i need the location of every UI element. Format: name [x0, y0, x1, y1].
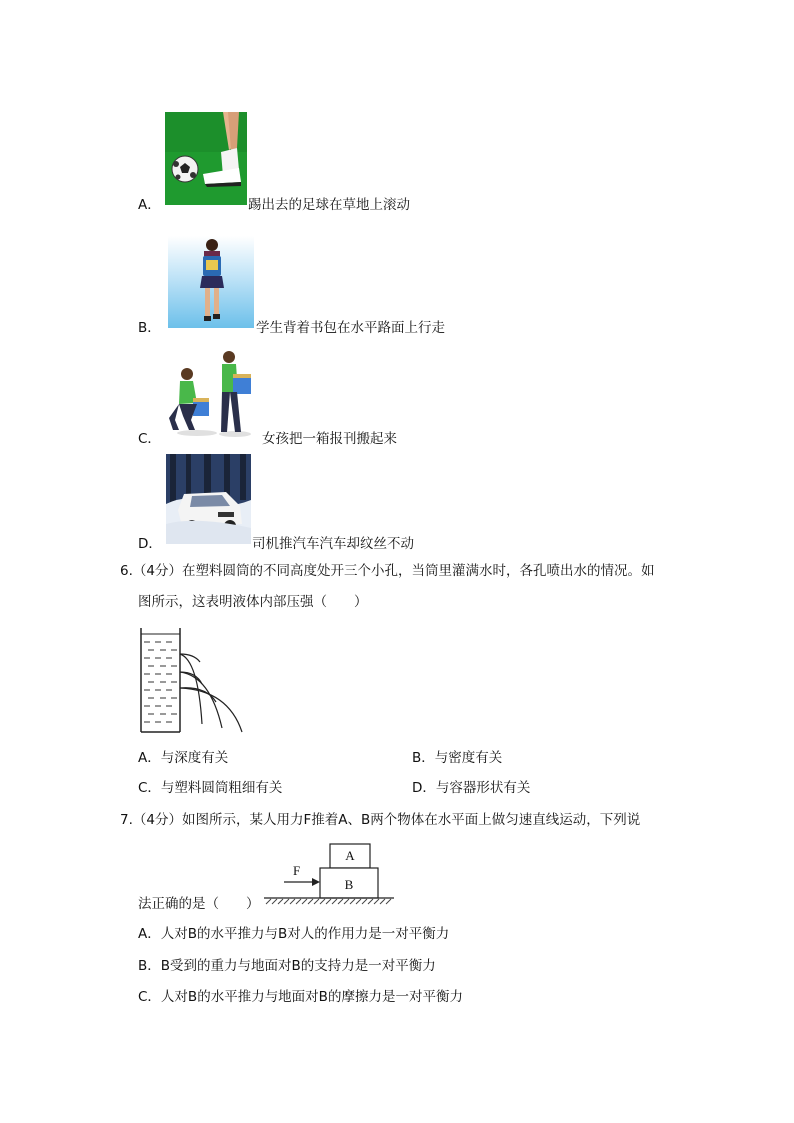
question-7-option-a: A．人对B的水平推力与B对人的作用力是一对平衡力	[138, 926, 450, 942]
soccer-ball-photo	[165, 112, 247, 205]
option-a-letter: A．	[138, 197, 161, 213]
question-6-option-a: A．与深度有关	[138, 750, 229, 766]
option-b-text: 学生背着书包在水平路面上行走	[256, 320, 445, 336]
question-7-option-b: B．B受到的重力与地面对B的支持力是一对平衡力	[138, 958, 436, 974]
question-6-option-d: D．与容器形状有关	[412, 780, 531, 796]
option-d-text: 司机推汽车汽车却纹丝不动	[252, 536, 414, 552]
water-cylinder-figure	[136, 624, 248, 736]
option-b-letter: B．	[138, 320, 161, 336]
option-d-letter: D．	[138, 536, 162, 552]
question-7-stem-line1: 7.（4分）如图所示，某人用力F推着A、B两个物体在水平面上做匀速直线运动，下列说	[120, 812, 641, 828]
force-f-label: F	[293, 863, 301, 878]
block-a-label: A	[345, 848, 355, 863]
question-6-option-b: B．与密度有关	[412, 750, 503, 766]
girl-lifting-box-photo	[167, 348, 259, 440]
option-c-text: 女孩把一箱报刊搬起来	[262, 431, 397, 447]
option-c-letter: C．	[138, 431, 161, 447]
car-in-snow-photo	[166, 454, 251, 544]
question-7-stem-line2: 法正确的是（ ）	[138, 896, 260, 912]
option-a-text: 踢出去的足球在草地上滚动	[248, 197, 410, 213]
student-backpack-photo	[168, 236, 254, 328]
question-6-stem-line1: 6.（4分）在塑料圆筒的不同高度处开三个小孔，当筒里灌满水时，各孔喷出水的情况。如	[120, 563, 655, 579]
block-b-label: B	[344, 877, 354, 892]
question-6-option-c: C．与塑料圆筒粗细有关	[138, 780, 283, 796]
push-blocks-figure	[262, 842, 396, 906]
question-6-stem-line2: 图所示，这表明液体内部压强（ ）	[138, 594, 368, 610]
question-7-option-c: C．人对B的水平推力与地面对B的摩擦力是一对平衡力	[138, 989, 463, 1005]
